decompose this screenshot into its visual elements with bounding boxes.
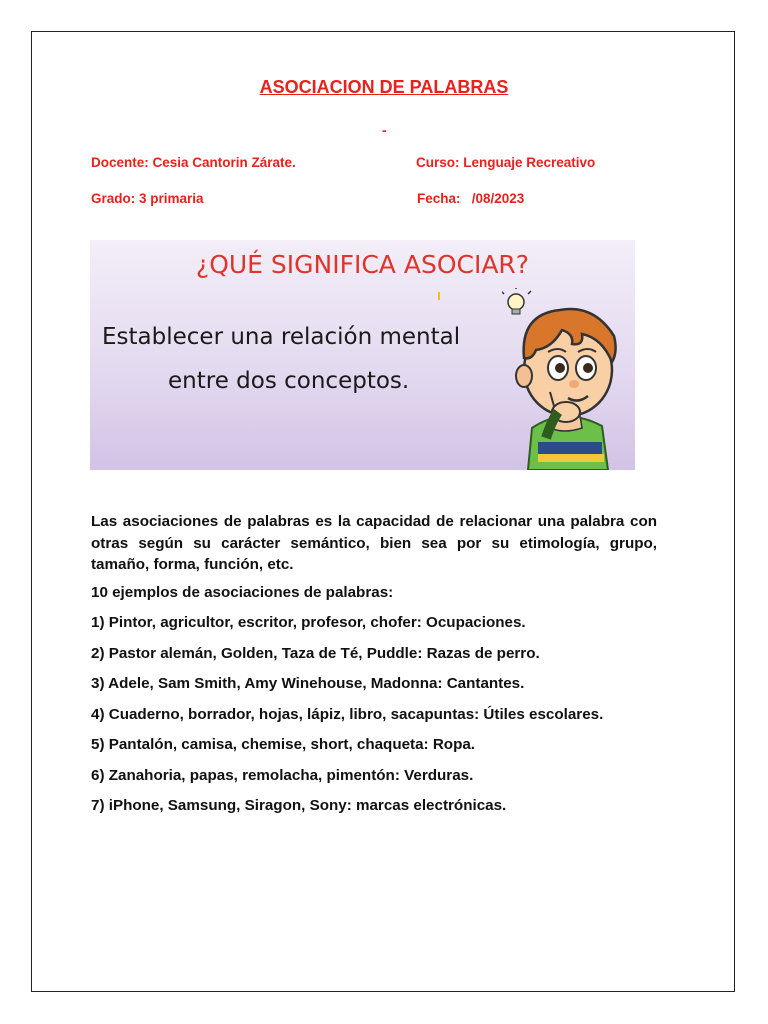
example-item-2: 2) Pastor alemán, Golden, Taza de Té, Puddle: Razas de perro.	[91, 644, 540, 662]
banner-headline: ¿QUÉ SIGNIFICA ASOCIAR?	[195, 250, 530, 279]
banner-tick	[438, 292, 440, 300]
example-item-6: 6) Zanahoria, papas, remolacha, pimentón: Verduras.	[91, 766, 474, 784]
definition-banner	[90, 240, 635, 470]
thinking-boy-illustration	[502, 288, 632, 470]
body-text	[91, 511, 657, 826]
document-title: ASOCIACION DE PALABRAS	[259, 77, 509, 97]
lightbulb-icon	[502, 288, 531, 314]
title-dash: -	[382, 122, 387, 138]
intro-paragraph: Las asociaciones de palabras es la capacidad de relacionar una palabra con otras según su carácter semántico, bien sea por su etimología, grupo, tamaño, forma, función, etc.	[91, 513, 657, 573]
banner-definition-line-2: entre dos conceptos.	[168, 368, 410, 394]
examples-heading: 10 ejemplos de asociaciones de palabras:	[91, 583, 394, 601]
example-item-7: 7) iPhone, Samsung, Siragon, Sony: marcas electrónicas.	[91, 797, 507, 814]
docente-label: Docente: Cesia Cantorin Zárate.	[91, 155, 296, 170]
example-item-3: 3) Adele, Sam Smith, Amy Winehouse, Madonna: Cantantes.	[91, 675, 525, 692]
example-item-1: 1) Pintor, agricultor, escritor, profesor, chofer: Ocupaciones.	[91, 614, 526, 631]
curso-label: Curso: Lenguaje Recreativo	[416, 155, 596, 170]
banner-definition-line-1: Establecer una relación mental	[102, 324, 461, 350]
example-item-4: 4) Cuaderno, borrador, hojas, lápiz, libro, sacapuntas: Útiles escolares.	[91, 705, 604, 723]
fecha-label: Fecha: /08/2023	[417, 191, 525, 206]
grado-label: Grado: 3 primaria	[91, 191, 204, 206]
example-item-5: 5) Pantalón, camisa, chemise, short, chaqueta: Ropa.	[91, 736, 476, 753]
